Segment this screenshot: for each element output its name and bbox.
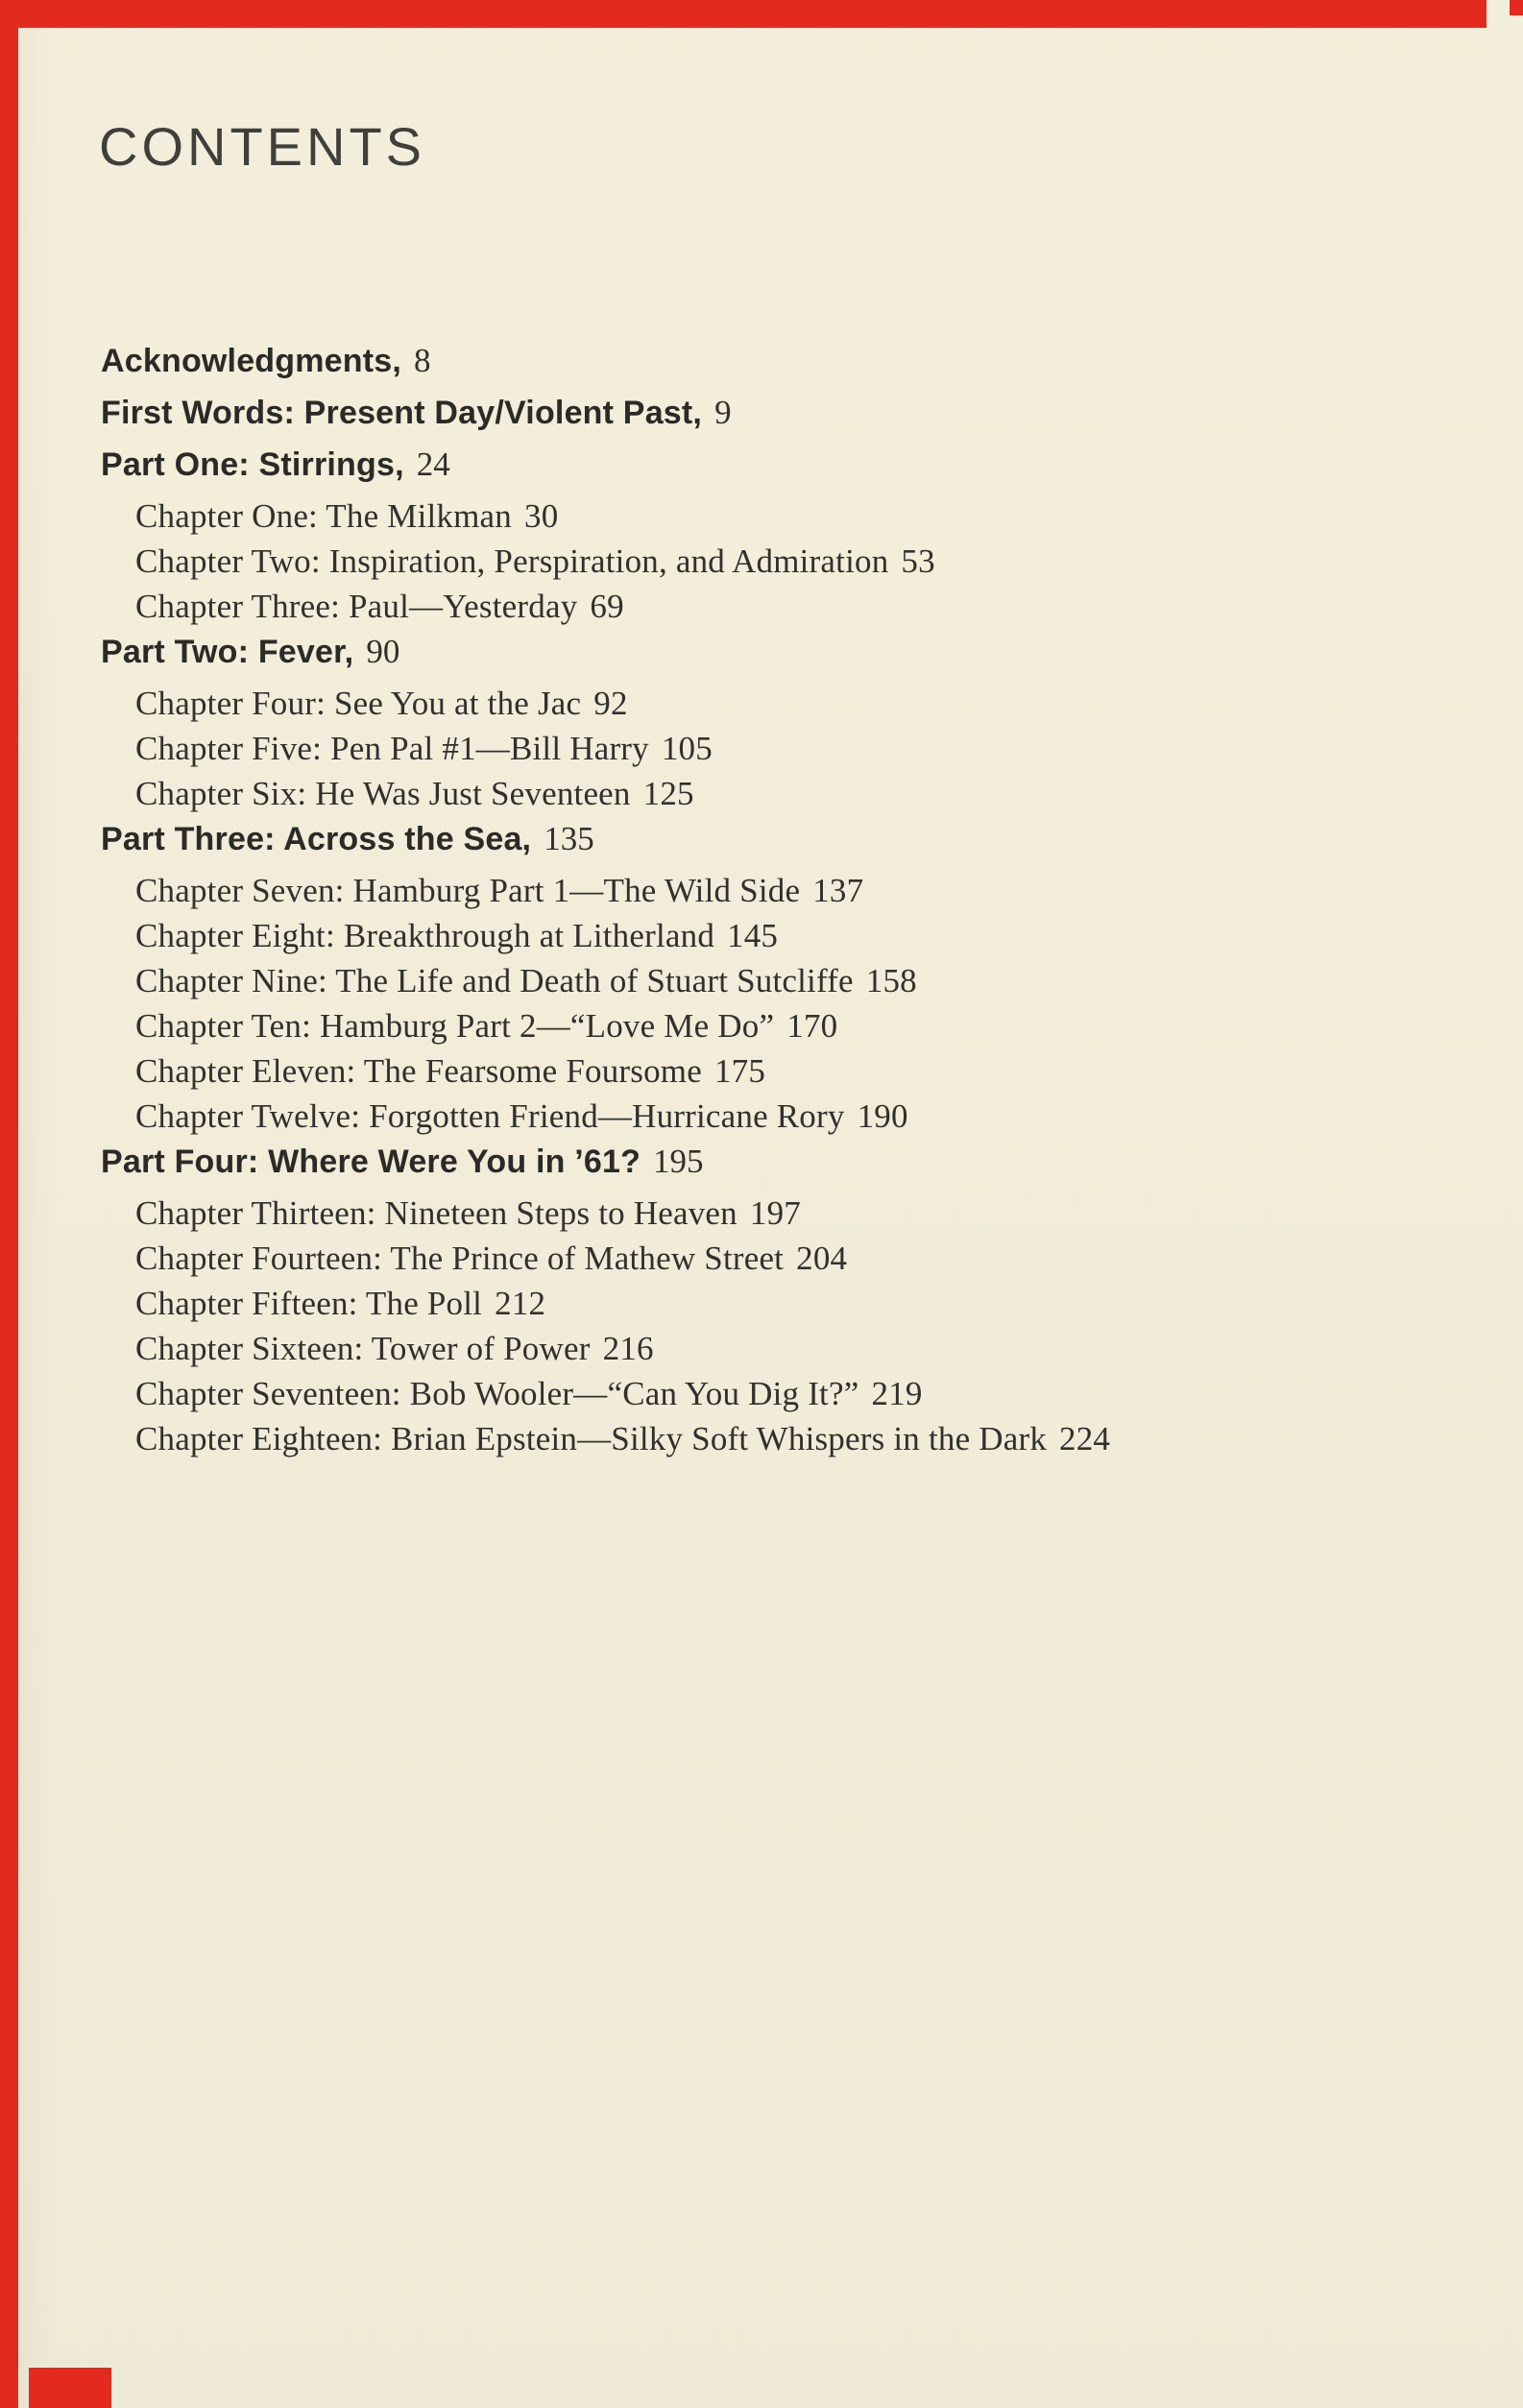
toc-entry [101,1139,1445,1191]
toc-entry [101,771,1445,816]
toc-entry [101,816,1445,868]
toc-entry-label: Acknowledgments, [101,343,402,379]
toc-entry-page: 137 [812,872,864,909]
toc-entry-label: Chapter Five: Pen Pal #1—Bill Harry [135,730,649,767]
toc-entry-page: 195 [653,1143,704,1180]
toc-entry-label: Chapter Nine: The Life and Death of Stuart Sutcliffe [135,962,854,999]
toc-entry [101,868,1445,913]
toc-entry-label: Chapter Thirteen: Nineteen Steps to Heaven [135,1194,737,1232]
toc-entry-page: 224 [1059,1420,1111,1457]
toc-entry-page: 219 [871,1375,923,1412]
toc-entry [101,1191,1445,1236]
toc-entry [101,539,1445,584]
toc-entry-label: Chapter Four: See You at the Jac [135,685,582,722]
toc-entry-page: 8 [414,342,431,379]
toc-entry [101,442,1445,494]
toc-entry [101,390,1445,442]
toc-entry-label: Chapter Eleven: The Fearsome Foursome [135,1052,702,1090]
top-red-border [0,0,1487,28]
toc-entry-page: 170 [786,1007,838,1045]
toc-entry-label: Chapter Three: Paul—Yesterday [135,588,578,625]
toc-entry-label: Part Two: Fever, [101,634,354,670]
toc-entry [101,913,1445,958]
toc-entry [101,1048,1445,1094]
toc-entry [101,1326,1445,1371]
toc-entry-page: 92 [593,685,628,722]
toc-entry-page: 125 [642,775,694,812]
toc-entry-label: Chapter Six: He Was Just Seventeen [135,775,631,812]
toc-entry [101,958,1445,1003]
toc-entry-label: Part Four: Where Were You in ’61? [101,1144,641,1180]
toc-entry-page: 69 [590,588,624,625]
toc-entry-label: Part One: Stirrings, [101,446,404,483]
toc-entry-page: 175 [713,1052,766,1090]
toc-entry [101,1003,1445,1048]
toc-entry-label: Chapter Fourteen: The Prince of Mathew Street [135,1240,785,1277]
toc-entry-page: 135 [544,820,594,857]
page-title: CONTENTS [99,116,425,177]
toc-entry-label: Chapter Fifteen: The Poll [135,1285,483,1322]
left-red-border [0,0,18,2408]
toc-entry-page: 30 [524,497,559,535]
toc-entry-page: 105 [661,730,713,767]
toc-entry [101,1371,1445,1416]
toc-entry-page: 90 [366,633,400,670]
toc-entry-label: Part Three: Across the Sea, [101,821,532,857]
toc-entry [101,1236,1445,1281]
toc-entry-label: Chapter Two: Inspiration, Perspiration, and Admiration [135,542,889,580]
toc-entry-label: Chapter Sixteen: Tower of Power [135,1330,591,1367]
toc-entry-page: 158 [865,962,917,999]
toc-entry-label: Chapter Twelve: Forgotten Friend—Hurricane Rory [135,1097,845,1135]
toc-entry-page: 216 [602,1330,654,1367]
toc-entry [101,1416,1445,1461]
toc-entry-label: Chapter Seventeen: Bob Wooler—“Can You Dig It?” [135,1375,859,1412]
toc-entry-label: Chapter One: The Milkman [135,497,512,535]
top-right-red-mark [1510,0,1523,15]
toc-entry-page: 24 [416,445,450,483]
toc-entry-label: First Words: Present Day/Violent Past, [101,395,703,431]
toc-list [101,338,1445,1461]
toc-entry [101,1281,1445,1326]
toc-entry-label: Chapter Ten: Hamburg Part 2—“Love Me Do” [135,1007,775,1045]
toc-entry-page: 53 [901,542,935,580]
toc-entry-page: 190 [857,1097,908,1135]
toc-entry-page: 204 [796,1240,848,1277]
toc-entry-page: 212 [495,1285,546,1322]
toc-entry-page: 9 [714,394,732,431]
toc-entry [101,494,1445,539]
toc-entry [101,629,1445,681]
toc-entry-label: Chapter Seven: Hamburg Part 1—The Wild Side [135,872,801,909]
toc-entry-label: Chapter Eighteen: Brian Epstein—Silky Soft Whispers in the Dark [135,1420,1048,1457]
toc-entry [101,726,1445,771]
bottom-left-red-mark [29,2368,111,2408]
toc-entry-label: Chapter Eight: Breakthrough at Litherland [135,917,715,954]
toc-entry [101,584,1445,629]
toc-entry-page: 145 [727,917,779,954]
toc-entry [101,338,1445,390]
toc-entry [101,681,1445,726]
toc-entry [101,1094,1445,1139]
toc-entry-page: 197 [749,1194,801,1232]
